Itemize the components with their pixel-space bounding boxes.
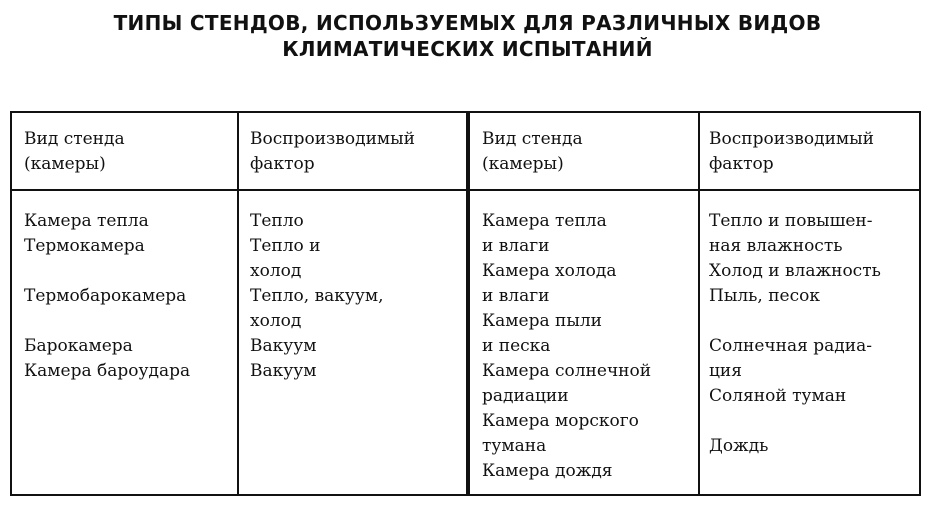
- list-item: Дождь: [709, 436, 769, 456]
- table-title-line-2: КЛИМАТИЧЕСКИХ ИСПЫТАНИЙ: [282, 37, 653, 61]
- list-item: Барокамера: [24, 336, 133, 356]
- list-item: Камера тепла: [482, 211, 607, 231]
- list-item: Камера морского: [482, 411, 639, 431]
- header-divider: [12, 189, 919, 191]
- list-item: Термобарокамера: [24, 286, 187, 306]
- left-stands-column: [24, 209, 190, 384]
- left-factors-column: [250, 209, 384, 384]
- list-item: и влаги: [482, 236, 550, 256]
- list-item: холод: [250, 261, 302, 281]
- header-right-factor-line-2: фактор: [709, 154, 774, 174]
- climate-test-table: [10, 111, 921, 496]
- header-left-factor-line-1: Воспроизводимый: [250, 129, 415, 149]
- list-item: Тепло и повышен-: [709, 211, 873, 231]
- list-item: Тепло, вакуум,: [250, 286, 384, 306]
- header-left-factor: [250, 127, 415, 177]
- list-item: и песка: [482, 336, 551, 356]
- header-left-stand-line-1: Вид стенда: [24, 129, 125, 149]
- list-item: Соляной туман: [709, 386, 847, 406]
- list-item: ция: [709, 361, 742, 381]
- list-item: Тепло: [250, 211, 304, 231]
- right-stands-column: [482, 209, 651, 484]
- table-title: [0, 10, 935, 62]
- column-divider-center: [466, 113, 470, 494]
- list-item: Солнечная радиа-: [709, 336, 872, 356]
- list-item: Камера тепла: [24, 211, 149, 231]
- list-item: Камера холода: [482, 261, 617, 281]
- list-item: Пыль, песок: [709, 286, 820, 306]
- list-item: Камера солнечной: [482, 361, 652, 381]
- table-title-line-1: ТИПЫ СТЕНДОВ, ИСПОЛЬЗУЕМЫХ ДЛЯ РАЗЛИЧНЫХ ВИДОВ: [113, 11, 822, 35]
- list-item: Вакуум: [250, 336, 317, 356]
- list-item: холод: [250, 311, 302, 331]
- header-left-factor-line-2: фактор: [250, 154, 315, 174]
- header-right-stand: [482, 127, 583, 177]
- list-item: Термокамера: [24, 236, 145, 256]
- column-divider-3: [698, 113, 700, 494]
- list-item: ная влажность: [709, 236, 843, 256]
- header-right-factor: [709, 127, 874, 177]
- right-factors-column: [709, 209, 881, 459]
- list-item: и влаги: [482, 286, 550, 306]
- header-left-stand-line-2: (камеры): [24, 154, 106, 174]
- list-item: радиации: [482, 386, 569, 406]
- header-right-stand-line-1: Вид стенда: [482, 129, 583, 149]
- header-right-factor-line-1: Воспроизводимый: [709, 129, 874, 149]
- list-item: Камера пыли: [482, 311, 602, 331]
- list-item: Холод и влажность: [709, 261, 881, 281]
- list-item: Камера дождя: [482, 461, 613, 481]
- list-item: тумана: [482, 436, 547, 456]
- header-right-stand-line-2: (камеры): [482, 154, 564, 174]
- list-item: Камера бароудара: [24, 361, 191, 381]
- header-left-stand: [24, 127, 125, 177]
- list-item: Тепло и: [250, 236, 321, 256]
- list-item: Вакуум: [250, 361, 317, 381]
- column-divider-1: [237, 113, 239, 494]
